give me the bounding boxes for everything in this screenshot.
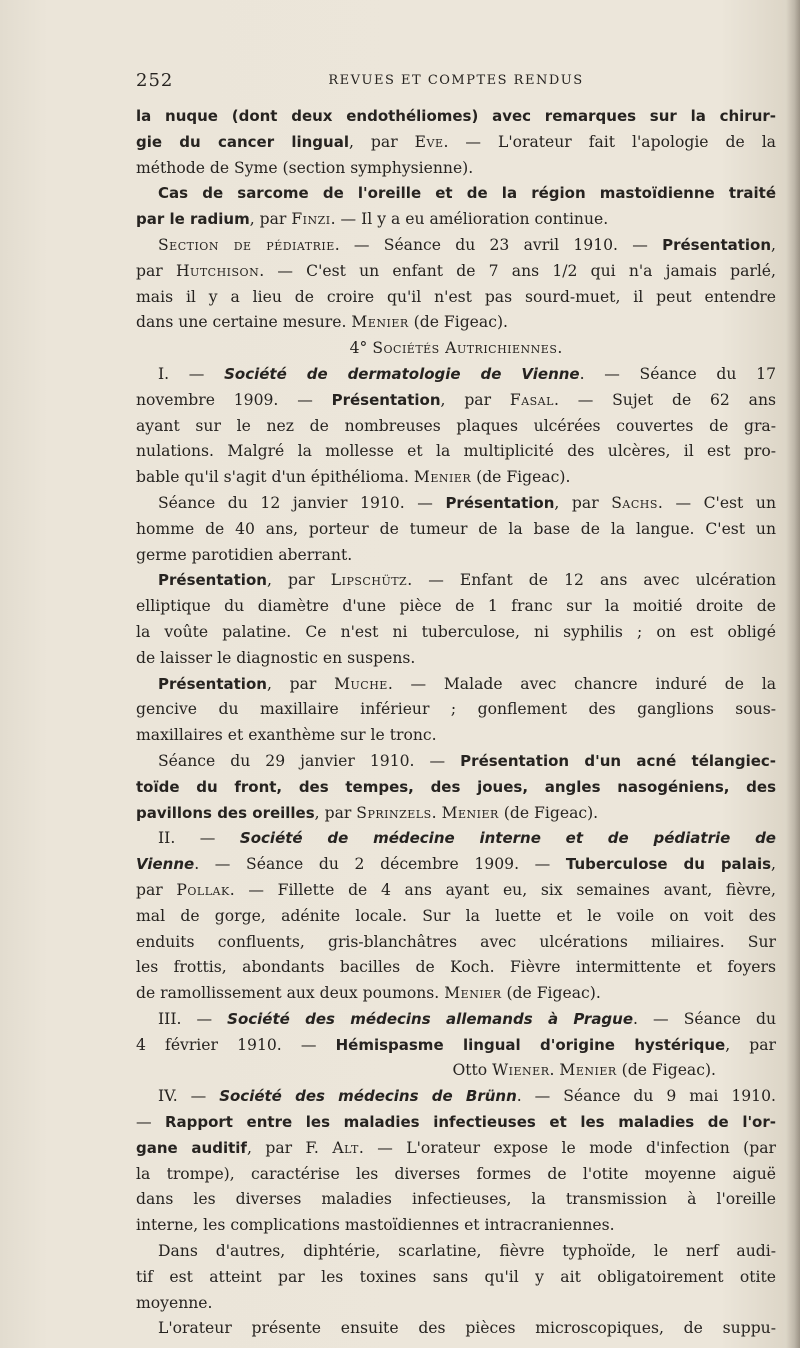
text-segment: Séance du 12 janvier 1910. — (158, 493, 446, 512)
text-segment: . — Séance du 2 décembre 1909. — (194, 855, 566, 874)
text-segment: III. — (158, 1009, 228, 1028)
text-segment: — (136, 1113, 165, 1132)
text-line (136, 362, 776, 388)
text-segment: . — Enfant de 12 ans avec ulcération (407, 571, 776, 590)
text-segment: Société des médecins allemands à Prague (227, 1009, 634, 1028)
text-line (136, 388, 776, 414)
text-segment: nulations. Malgré la mollesse et la multiplicité des ulcères, il est pro- (136, 442, 776, 461)
text-segment: Menier (413, 468, 472, 487)
text-segment: . (431, 803, 442, 822)
text-line (136, 981, 776, 1007)
text-segment: L'orateur présente ensuite des pièces microscopiques, de suppu- (158, 1319, 776, 1338)
text-segment: Présentation (331, 390, 441, 409)
text-segment: IV. — (158, 1087, 220, 1106)
text-segment: (de Figeac). (471, 468, 571, 487)
text-segment: méthode de Syme (section symphysienne). (136, 158, 474, 177)
text-line (136, 1187, 776, 1213)
text-line (136, 285, 776, 311)
text-line (136, 1136, 776, 1162)
text-segment: gencive du maxillaire inférieur ; gonflement des ganglions sous- (136, 700, 776, 719)
text-segment: tif est atteint par les toxines sans qu'il y ait obligatoirement otite (136, 1267, 776, 1286)
text-segment: toïde du front, des tempes, des joues, angles nasogéniens, des (136, 777, 776, 796)
text-segment: , par (266, 674, 335, 693)
text-segment: gane auditif (136, 1138, 247, 1157)
text-segment: (de Figeac). (498, 803, 599, 822)
text-segment: . — Séance du 23 avril 1910. — (334, 235, 663, 254)
text-line (136, 1291, 776, 1317)
text-segment: . — Fillette de 4 ans ayant eu, six semaines avant, fièvre, (229, 880, 776, 899)
text-line (136, 672, 776, 698)
text-line (136, 594, 776, 620)
text-line (136, 723, 776, 749)
text-line (136, 310, 776, 336)
text-line (136, 904, 776, 930)
text-segment: Rapport entre les maladies infectieuses et les maladies de l'or- (164, 1113, 776, 1132)
text-segment: . — Sujet de 62 ans (553, 390, 776, 409)
text-segment: la nuque (dont deux endothéliomes) avec remarques sur la chirur- (136, 107, 776, 125)
text-segment: par (136, 261, 176, 280)
text-segment: dans les diverses maladies infectieuses, la transmission à l'oreille (136, 1190, 776, 1209)
text-segment: . — Séance du (633, 1009, 776, 1028)
text-line (136, 207, 776, 233)
text-line (136, 568, 776, 594)
text-segment: . — L'orateur expose le mode d'infection (par (358, 1138, 776, 1157)
text-line (136, 1265, 776, 1291)
text-line (136, 181, 776, 207)
running-title: REVUES ET COMPTES RENDUS (328, 73, 584, 88)
text-line (136, 1058, 776, 1084)
text-segment: , par (440, 390, 510, 409)
text-line (136, 1084, 776, 1110)
text-segment: Section de pédiatrie (158, 235, 335, 254)
text-segment: Présentation (662, 235, 772, 254)
text-segment: Pollak (176, 880, 230, 899)
text-segment: par (136, 880, 177, 899)
text-segment: , par (266, 571, 331, 590)
text-line (136, 517, 776, 543)
text-segment: . — Malade avec chancre induré de la (387, 674, 776, 693)
text-segment: Société des médecins de Brünn (219, 1087, 517, 1106)
text-segment: Présentation (158, 674, 267, 693)
text-segment: . — Séance du 17 (579, 364, 776, 383)
text-segment: Cas de sarcome de l'oreille et de la région mastoïdienne traité (158, 184, 776, 203)
text-segment: mais il y a lieu de croire qu'il n'est pas sourd-muet, il peut entendre (136, 287, 776, 306)
text-line (136, 439, 776, 465)
text-line (136, 955, 776, 981)
text-segment: , par (725, 1035, 776, 1054)
text-line (136, 1316, 776, 1342)
page-number: 252 (136, 70, 174, 91)
text-segment: novembre 1909. — (136, 390, 332, 409)
text-segment: Hutchison (175, 261, 260, 280)
text-segment: homme de 40 ans, porteur de tumeur de la base de la langue. C'est un (136, 519, 776, 538)
article-body (136, 104, 776, 1342)
text-segment: Otto (452, 1061, 493, 1080)
text-line (136, 852, 776, 878)
text-segment: Tuberculose du palais (565, 855, 772, 874)
text-segment: Fasal (509, 390, 554, 409)
text-line (136, 130, 776, 156)
text-line (136, 775, 776, 801)
text-segment: (de Figeac). (501, 984, 601, 1003)
text-segment: , par F. (246, 1138, 333, 1157)
text-line (136, 801, 776, 827)
text-segment: Séance du 29 janvier 1910. — (158, 751, 461, 770)
text-line (136, 646, 776, 672)
text-segment: . — C'est un (657, 493, 776, 512)
text-segment: Menier (444, 984, 502, 1003)
text-line (136, 233, 776, 259)
text-segment: elliptique du diamètre d'une pièce de 1 franc sur la moitié droite de (136, 597, 776, 616)
text-line (136, 156, 776, 182)
text-segment: , par (554, 493, 612, 512)
text-line (136, 1110, 776, 1136)
text-line (136, 697, 776, 723)
text-line (136, 491, 776, 517)
text-segment: pavillons des oreilles (136, 803, 315, 822)
text-segment: Finzi (291, 210, 331, 229)
text-segment: , par (348, 132, 415, 151)
text-segment: 4 février 1910. — (136, 1035, 336, 1054)
text-segment: . — C'est un enfant de 7 ans 1/2 qui n'a jamais parlé, (259, 261, 776, 280)
text-segment: la voûte palatine. Ce n'est ni tuberculose, ni syphilis ; on est obligé (136, 622, 776, 641)
text-line (136, 465, 776, 491)
text-line (136, 826, 776, 852)
text-segment: Sociétés Autrichiennes (372, 339, 558, 358)
text-segment: , par (314, 803, 357, 822)
running-header (136, 70, 776, 96)
text-line (136, 749, 776, 775)
text-segment: (de Figeac). (408, 313, 508, 332)
text-segment: (de Figeac). (616, 1061, 716, 1080)
text-segment: germe parotidien aberrant. (136, 545, 353, 564)
text-segment: Dans d'autres, diphtérie, scarlatine, fièvre typhoïde, le nerf audi- (158, 1242, 776, 1261)
text-segment: Menier (351, 313, 409, 332)
text-segment: interne, les complications mastoïdiennes et intracraniennes. (136, 1216, 615, 1235)
text-line (136, 104, 776, 130)
text-segment: , (771, 855, 776, 874)
text-line (136, 1007, 776, 1033)
text-segment: par le radium (136, 210, 250, 229)
text-segment: , (771, 235, 776, 254)
text-segment: Muche (334, 674, 388, 693)
text-line (136, 414, 776, 440)
text-segment: . — L'orateur fait l'apologie de la (443, 132, 776, 151)
text-segment: Menier (441, 803, 499, 822)
text-segment: , par (249, 210, 292, 229)
text-segment: Société de médecine interne et de pédiatrie de (239, 829, 776, 848)
text-segment: mal de gorge, adénite locale. Sur la luette et le voile on voit des (136, 906, 776, 925)
text-segment: ayant sur le nez de nombreuses plaques ulcérées couvertes de gra- (136, 416, 776, 435)
text-line (136, 1213, 776, 1239)
text-segment: . — Séance du 9 mai 1910. (516, 1087, 776, 1106)
text-line (136, 1239, 776, 1265)
text-segment: Présentation (445, 493, 555, 512)
text-segment: . — Il y a eu amélioration continue. (330, 210, 609, 229)
text-segment: dans une certaine mesure. (136, 313, 352, 332)
text-segment: 4° (349, 339, 373, 358)
text-segment: Présentation d'un acné télangiec- (460, 751, 776, 770)
text-segment: Eve (414, 132, 444, 151)
text-segment: Présentation (158, 571, 267, 590)
text-segment: Lipschütz (330, 571, 408, 590)
text-segment: Vienne (136, 855, 195, 874)
text-segment: enduits confluents, gris-blanchâtres avec ulcérations miliaires. Sur (136, 932, 776, 951)
text-line (136, 878, 776, 904)
text-segment: la trompe), caractérise les diverses formes de l'otite moyenne aiguë (136, 1164, 776, 1183)
text-segment: . (557, 339, 563, 358)
text-line (136, 1033, 776, 1059)
text-line (136, 1162, 776, 1188)
text-segment: Menier (559, 1061, 617, 1080)
text-segment: Wiener (492, 1061, 550, 1080)
text-segment: Sprinzels (356, 803, 432, 822)
text-line (136, 336, 776, 362)
text-line (136, 543, 776, 569)
text-segment: de ramollissement aux deux poumons. (136, 984, 445, 1003)
text-segment: . (549, 1061, 560, 1080)
text-segment: de laisser le diagnostic en suspens. (136, 648, 416, 667)
text-segment: Sachs (611, 493, 658, 512)
text-line (136, 930, 776, 956)
text-line (136, 259, 776, 285)
text-segment: II. — (158, 829, 240, 848)
text-segment: moyenne. (136, 1293, 213, 1312)
text-segment: bable qu'il s'agit d'un épithélioma. (136, 468, 414, 487)
text-segment: Hémispasme lingual d'origine hystérique (335, 1035, 726, 1054)
text-segment: Société de dermatologie de Vienne (224, 364, 580, 383)
text-segment: I. — (158, 364, 225, 383)
text-segment: Alt (332, 1138, 359, 1157)
text-segment: gie du cancer lingual (136, 132, 349, 151)
text-segment: maxillaires et exanthème sur le tronc. (136, 726, 437, 745)
page-edge-shadow (786, 0, 800, 1348)
text-line (136, 620, 776, 646)
text-segment: les frottis, abondants bacilles de Koch. Fièvre intermittente et foyers (136, 958, 776, 977)
